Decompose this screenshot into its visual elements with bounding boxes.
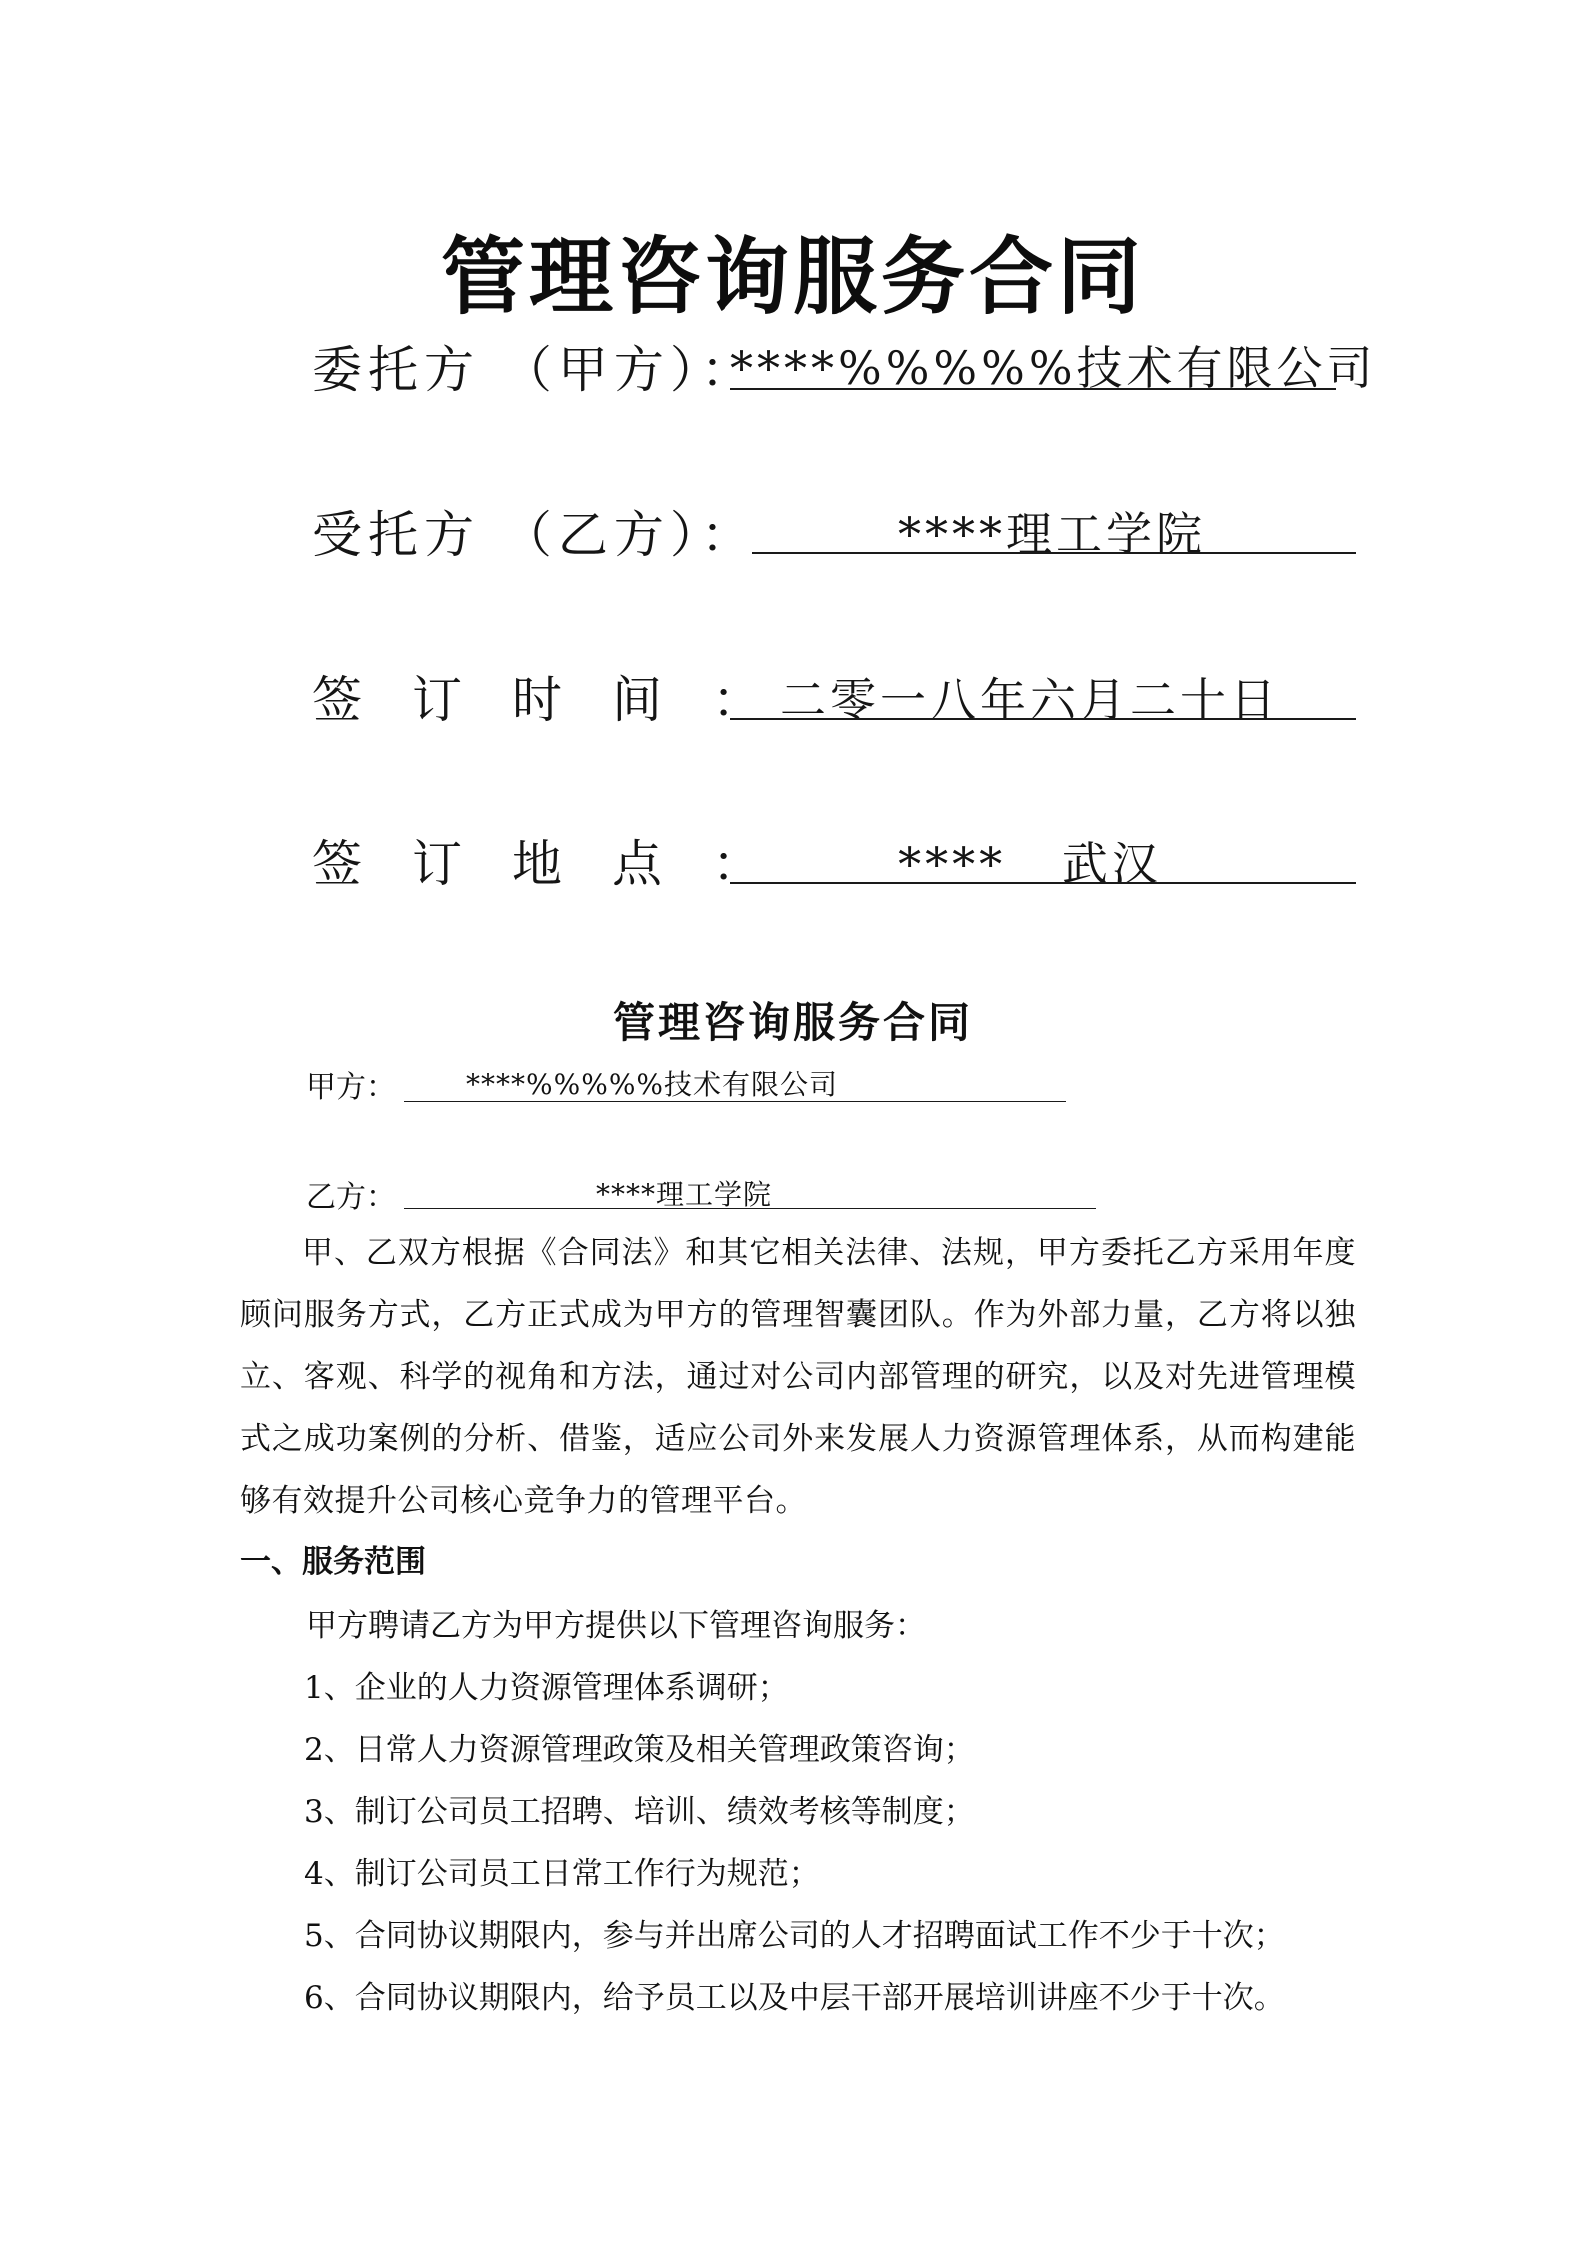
signing-place-underline xyxy=(730,882,1356,884)
party-b-value: ****理工学院 xyxy=(596,1178,773,1211)
party-a-underline xyxy=(404,1101,1066,1102)
client-underline xyxy=(730,388,1336,390)
party-a-label: 甲方： xyxy=(306,1070,396,1105)
signing-place-value: **** 武汉 xyxy=(898,837,1162,891)
party-b-label: 乙方： xyxy=(306,1180,396,1215)
signing-date-underline xyxy=(730,718,1356,720)
contractor-value: ****理工学院 xyxy=(898,507,1206,561)
intro-paragraph: 甲、乙双方根据《合同法》和其它相关法律、法规，甲方委托乙方采用年度顾问服务方式，乙方正式成为甲方的管理智囊团队。作为外部力量，乙方将以独立、客观、科学的视角和方法，通过对公司内部管理的研究，以及对先进管理模式之成功案例的分析、借鉴，适应公司外来发展人力资源管理体系，从而构建能够有效提升公司核心竞争力的管理平台。 xyxy=(240,1235,1356,1519)
client-value: ****%%%%%技术有限公司 xyxy=(730,341,1377,395)
service-item: 4、制订公司员工日常工作行为规范； xyxy=(304,1856,820,1892)
signing-date-label: 签 订 时 间 ： xyxy=(312,671,768,729)
party-b-underline xyxy=(404,1208,1096,1209)
service-item: 3、制订公司员工招聘、培训、绩效考核等制度； xyxy=(304,1794,975,1830)
contractor-underline xyxy=(752,552,1356,554)
service-item: 1、企业的人力资源管理体系调研； xyxy=(304,1670,789,1706)
contractor-label: 受托方 （乙方）： xyxy=(312,506,757,564)
signing-place-label: 签 订 地 点 ： xyxy=(312,835,768,893)
cover-title: 管理咨询服务合同 xyxy=(440,228,1145,326)
party-a-value: ****%%%%%技术有限公司 xyxy=(466,1068,839,1101)
section-lead: 甲方聘请乙方为甲方提供以下管理咨询服务： xyxy=(306,1608,926,1644)
service-item: 6、合同协议期限内，给予员工以及中层干部开展培训讲座不少于十次。 xyxy=(304,1980,1285,2016)
service-item: 2、日常人力资源管理政策及相关管理政策咨询； xyxy=(304,1732,975,1768)
section-heading: 一、服务范围 xyxy=(240,1544,426,1580)
signing-date-value: 二零一八年六月二十日 xyxy=(780,673,1280,727)
contract-title: 管理咨询服务合同 xyxy=(612,998,973,1047)
service-item: 5、合同协议期限内，参与并出席公司的人才招聘面试工作不少于十次； xyxy=(304,1918,1285,1954)
client-label: 委托方 （甲方）： xyxy=(312,341,757,399)
